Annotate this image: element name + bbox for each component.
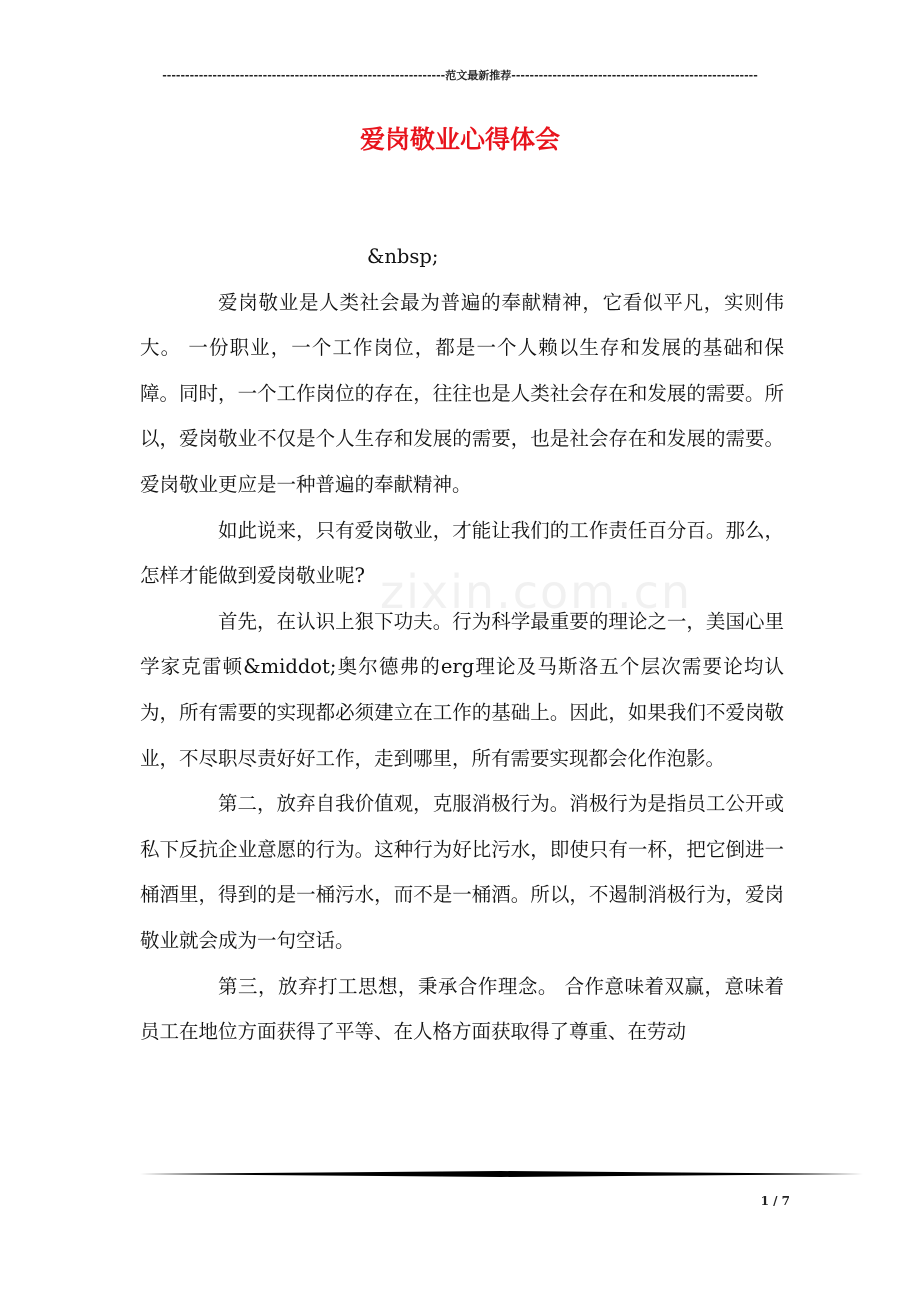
document-title: 爱岗敬业心得体会 (359, 125, 560, 154)
paragraph: 爱岗敬业是人类社会最为普遍的奉献精神，它看似平凡，实则伟大。 一份职业，一个工作岗位，都是一个人赖以生存和发展的基础和保障。同时，一个工作岗位的存在，往往也是人类社会存在和发展的需要。所以，爱岗敬业不仅是个人生存和发展的需要，也是社会存在和发展的需要。爱岗敬业更应是一种普遍的奉献精神。 (140, 290, 784, 496)
document-body (140, 234, 784, 1055)
paragraph: 第三，放弃打工思想，秉承合作理念。 合作意味着双赢，意味着员工在地位方面获得了平等、在人格方面获取得了尊重、在劳动 (140, 974, 784, 1044)
header-dashes-left: -------------------------------------------------------------- (162, 69, 446, 82)
paragraph-nbsp: &nbsp; (367, 245, 439, 268)
footer-rule (140, 1171, 863, 1177)
header-dashes-right: ------------------------------------------------------ (511, 69, 758, 82)
watermark: zixin.com.cn (380, 565, 693, 619)
paragraph: 首先，在认识上狠下功夫。行为科学最重要的理论之一，美国心里学家克雷顿&middot;奥尔德弗的erg理论及马斯洛五个层次需要论均认为，所有需要的实现都必须建立在工作的基础上。因此，如果我们不爱岗敬业，不尽职尽责好好工作，走到哪里，所有需要实现都会化作泡影。 (140, 609, 784, 770)
paragraph: 第二，放弃自我价值观，克服消极行为。消极行为是指员工公开或私下反抗企业意愿的行为。这种行为好比污水，即使只有一杯，把它倒进一桶酒里，得到的是一桶污水，而不是一桶酒。所以，不遏制消极行为，爱岗敬业就会成为一句空话。 (140, 792, 784, 952)
paragraph: 如此说来，只有爱岗敬业，才能让我们的工作责任百分百。那么，怎样才能做到爱岗敬业呢? (140, 518, 784, 588)
page-header (140, 66, 780, 86)
header-label: 范文最新推荐 (445, 69, 512, 82)
page-number: 1 / 7 (760, 1194, 790, 1208)
